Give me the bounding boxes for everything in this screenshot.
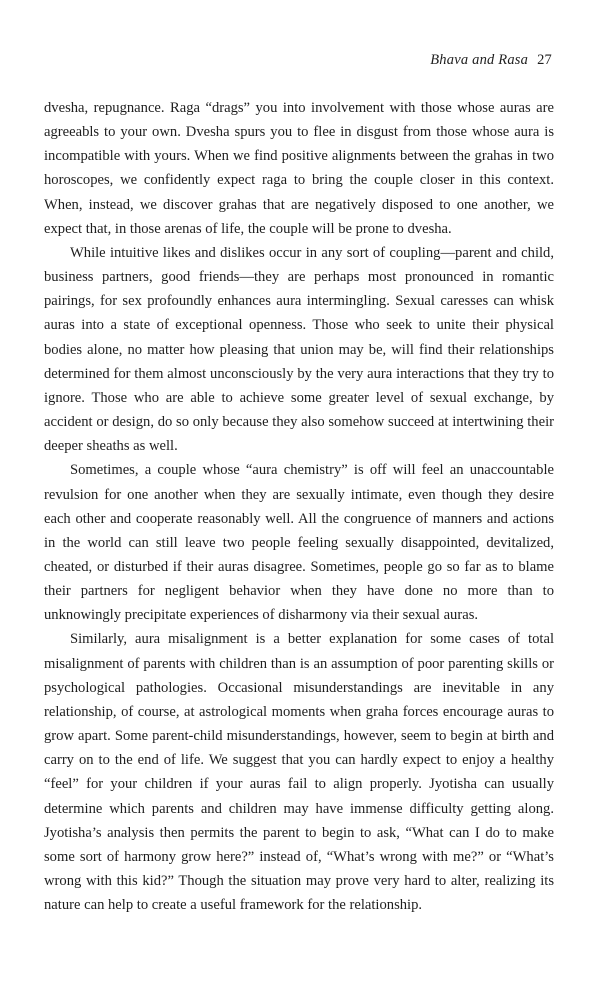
running-head — [430, 52, 552, 69]
page-number: 27 — [537, 52, 552, 68]
paragraph: dvesha, repugnance. Raga “drags” you into involvement with those whose auras are agreeabls to your own. Dvesha spurs you to flee in disgust from those whose aura is incompatible with yours. When we find positive alignments between the grahas in two horoscopes, we confidently expect raga to bring the couple closer in this context. When, instead, we discover grahas that are negatively disposed to one another, we expect that, in those arenas of life, the couple will be prone to dvesha. — [44, 100, 554, 237]
paragraph: Sometimes, a couple whose “aura chemistry” is off will feel an unaccountable revulsion for one another when they are sexually intimate, even though they desire each other and cooperate reasonably well. All the congruence of manners and actions in the world can still leave two people feeling sexually disappointed, devitalized, cheated, or disturbed if their auras disagree. Sometimes, people go so far as to blame their partners for negligent behavior when they have done no more than to unknowingly precipitate experiences of disharmony via their sexual auras. — [44, 462, 554, 624]
paragraph: Similarly, aura misalignment is a better explanation for some cases of total misalignment of parents with children than is an assumption of poor parenting skills or psychological pathologies. Occasional misunderstandings are inevitable in any relationship, of course, at astrological moments when graha forces encourage auras to grow apart. Some parent-child misunderstandings, however, seem to begin at birth and carry on to the end of life. We suggest that you can hardly expect to enjoy a healthy “feel” for your children if your auras fail to align properly. Jyotisha can usually determine which parents and children may have immense difficulty getting along. Jyotisha’s analysis then permits the parent to begin to ask, “What can I do to make some sort of harmony grow here?” instead of, “What’s wrong with me?” or “What’s wrong with this kid?” Though the situation may prove very hard to alter, realizing its nature can help to create a useful framework for the relationship. — [44, 631, 554, 914]
running-title: Bhava and Rasa — [430, 52, 529, 68]
body-text — [44, 96, 554, 917]
paragraph: While intuitive likes and dislikes occur in any sort of coupling—parent and child, business partners, good friends—they are perhaps most pronounced in romantic pairings, for sex profoundly enhances aura intermingling. Sexual caresses can whisk auras into a state of exceptional openness. Those who seek to unite their physical bodies alone, no matter how pleasing that union may be, will find their relationships determined for them almost unconsciously by the very aura interactions that they try to ignore. Those who are able to achieve some greater level of sexual exchange, by accident or design, do so only because they also somehow succeed at intertwining their deeper sheaths as well. — [44, 244, 554, 455]
